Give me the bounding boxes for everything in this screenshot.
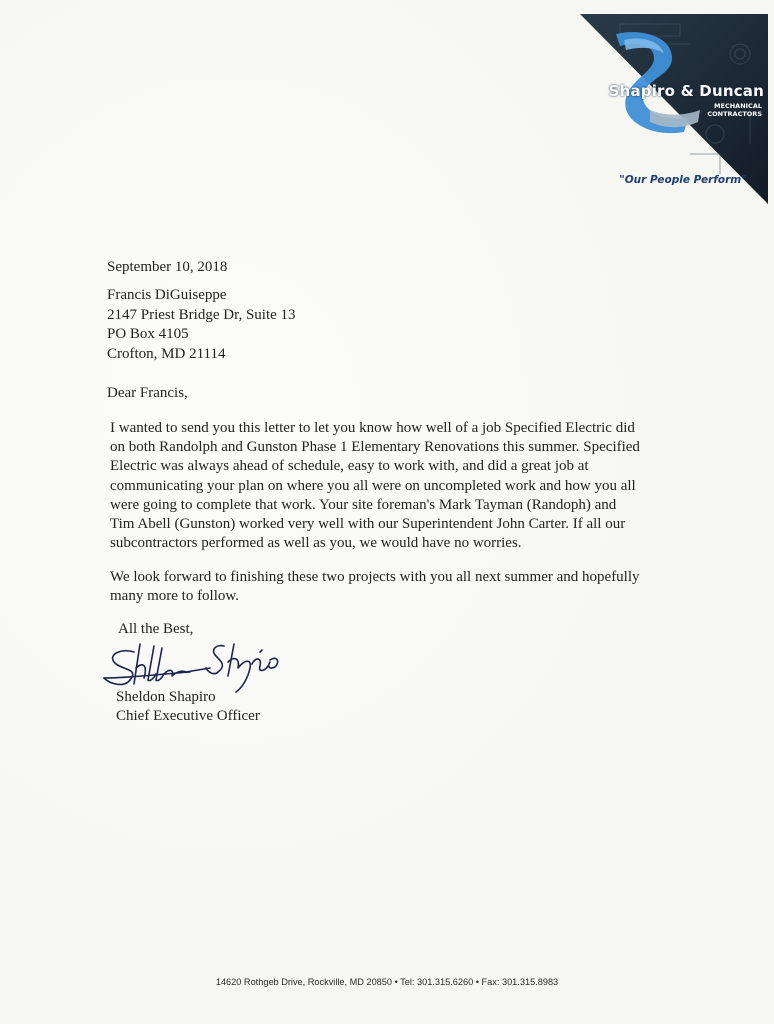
- footer-contact: 14620 Rothgeb Drive, Rockville, MD 20850 • Tel: 301.315.6260 • Fax: 301.315.8983: [215, 977, 559, 987]
- body-paragraph-1: [110, 419, 670, 553]
- recipient-address: [107, 286, 296, 364]
- paragraph-line: on both Randolph and Gunston Phase 1 Elementary Renovations this summer. Specified: [110, 439, 640, 456]
- letter-date: September 10, 2018: [107, 259, 228, 275]
- paragraph-line: We look forward to finishing these two projects with you all next summer and hopefully: [110, 569, 640, 585]
- body-paragraph-2: [110, 568, 670, 606]
- signer-name: Sheldon Shapiro: [116, 689, 216, 705]
- salutation: Dear Francis,: [107, 385, 188, 401]
- paragraph-line: Tim Abell (Gunston) worked very well with our Superintendent John Carter. If all our: [110, 515, 626, 532]
- paragraph-line: were going to complete that work. Your site foreman's Mark Tayman (Randoph) and: [110, 496, 617, 513]
- paragraph-line: communicating your plan on where you all were on uncompleted work and how you all: [110, 477, 636, 494]
- recipient-city: Crofton, MD 21114: [107, 345, 226, 362]
- company-logo: [580, 14, 768, 204]
- paragraph-line: I wanted to send you this letter to let you know how well of a job Specified Electric did: [110, 420, 635, 436]
- logo-subtitle-line2: CONTRACTORS: [707, 110, 762, 118]
- logo-title: Shapiro & Duncan: [608, 82, 764, 100]
- paragraph-line: subcontractors performed as well as you, we would have no worries.: [110, 535, 522, 552]
- recipient-street: 2147 Priest Bridge Dr, Suite 13: [107, 306, 296, 323]
- signer-title: Chief Executive Officer: [116, 708, 260, 724]
- logo-tagline: "Our People Perform": [619, 174, 747, 186]
- paragraph-line: Electric was always ahead of schedule, easy to work with, and did a great job at: [110, 458, 589, 475]
- recipient-po-box: PO Box 4105: [107, 326, 189, 342]
- logo-subtitle-line1: MECHANICAL: [714, 102, 762, 110]
- closing: All the Best,: [118, 621, 194, 637]
- recipient-name: Francis DiGuiseppe: [107, 287, 227, 303]
- paragraph-line: many more to follow.: [110, 588, 240, 605]
- logo-subtitle: [700, 102, 762, 118]
- signer-block: [116, 688, 260, 726]
